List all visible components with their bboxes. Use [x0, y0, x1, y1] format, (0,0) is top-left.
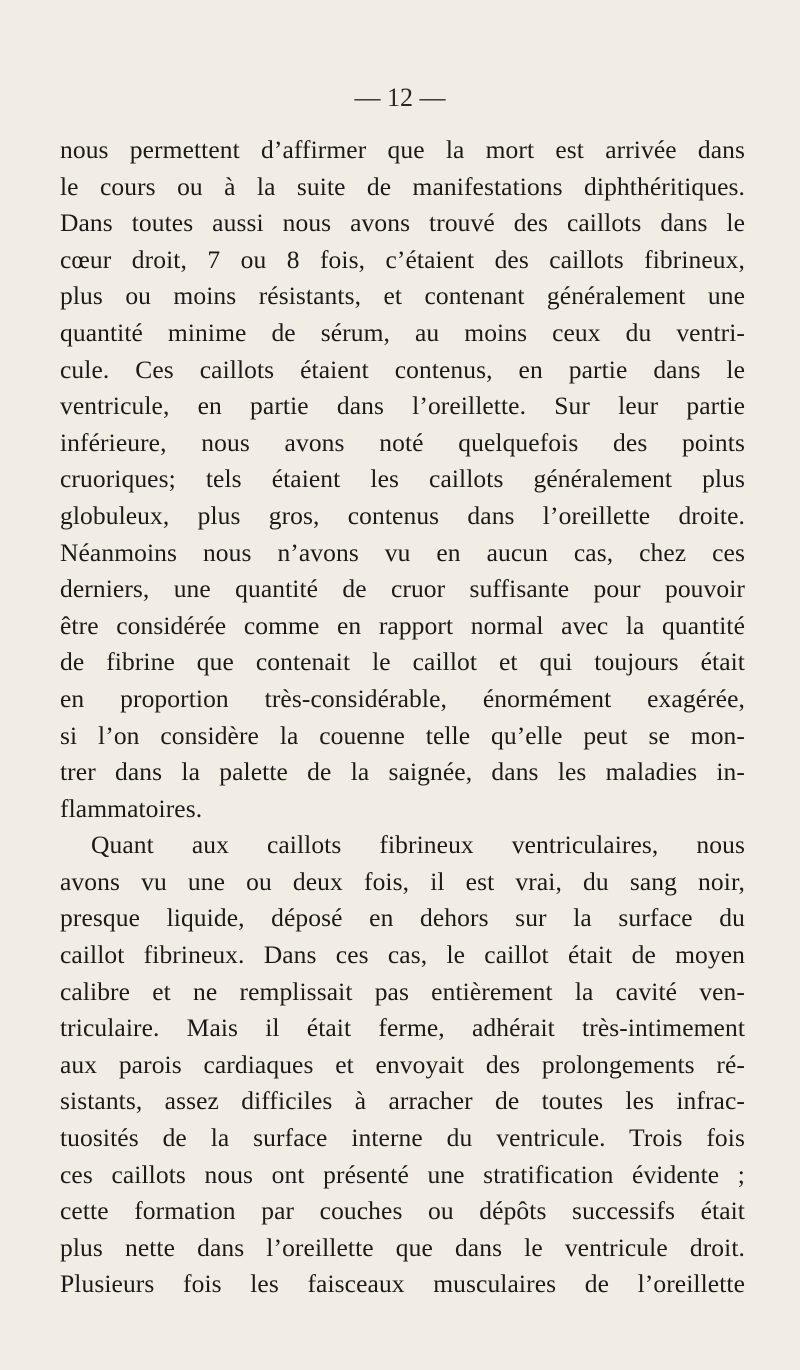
- text-line: le cours ou à la suite de manifestations diphthéritiques.: [60, 171, 745, 201]
- text-line: cruoriques; tels étaient les caillots généralement plus: [60, 464, 745, 494]
- text-line: caillot fibrineux. Dans ces cas, le caillot était de moyen: [60, 940, 745, 970]
- text-line: Plusieurs fois les faisceaux musculaires de l’oreillette: [60, 1269, 745, 1299]
- text-line: Quant aux caillots fibrineux ventriculaires, nous: [91, 830, 745, 860]
- text-line: avons vu une ou deux fois, il est vrai, du sang noir,: [60, 866, 745, 896]
- text-line: derniers, une quantité de cruor suffisante pour pouvoir: [60, 574, 745, 604]
- text-line: nous permettent d’affirmer que la mort est arrivée dans: [60, 135, 745, 164]
- text-line: tuosités de la surface interne du ventricule. Trois fois: [60, 1123, 745, 1153]
- text-line: cette formation par couches ou dépôts successifs était: [60, 1196, 745, 1226]
- text-line: de fibrine que contenait le caillot et qui toujours était: [60, 647, 745, 677]
- text-line: ces caillots nous ont présenté une stratification évidente ;: [60, 1159, 745, 1189]
- text-line: trer dans la palette de la saignée, dans les maladies in-: [60, 757, 745, 787]
- text-line: quantité minime de sérum, au moins ceux du ventri-: [60, 317, 745, 347]
- text-line: flammatoires.: [60, 793, 203, 823]
- text-line: Néanmoins nous n’avons vu en aucun cas, chez ces: [60, 537, 745, 567]
- text-line: Dans toutes aussi nous avons trouvé des caillots dans le: [60, 208, 745, 238]
- text-line: presque liquide, déposé en dehors sur la surface du: [60, 903, 745, 933]
- text-line: triculaire. Mais il était ferme, adhérait très-intimement: [60, 1013, 745, 1043]
- text-line: inférieure, nous avons noté quelquefois des points: [60, 427, 745, 457]
- page-number: — 12 —: [354, 83, 446, 112]
- text-line: aux parois cardiaques et envoyait des prolongements ré-: [60, 1049, 745, 1079]
- text-line: si l’on considère la couenne telle qu’elle peut se mon-: [60, 720, 745, 750]
- text-line: calibre et ne remplissait pas entièrement la cavité ven-: [60, 976, 745, 1006]
- text-line: en proportion très-considérable, énormément exagérée,: [60, 683, 745, 713]
- text-line: plus nette dans l’oreillette que dans le ventricule droit.: [60, 1232, 745, 1262]
- text-line: plus ou moins résistants, et contenant généralement une: [60, 281, 745, 311]
- text-line: cœur droit, 7 ou 8 fois, c’étaient des caillots fibrineux,: [60, 244, 745, 274]
- text-line: ventricule, en partie dans l’oreillette. Sur leur partie: [60, 391, 745, 421]
- text-line: globuleux, plus gros, contenus dans l’oreillette droite.: [60, 500, 745, 530]
- text-line: sistants, assez difficiles à arracher de toutes les infrac-: [60, 1086, 745, 1116]
- body-text: [60, 132, 745, 1303]
- text-line: être considérée comme en rapport normal avec la quantité: [60, 610, 745, 640]
- text-line: cule. Ces caillots étaient contenus, en partie dans le: [60, 354, 745, 384]
